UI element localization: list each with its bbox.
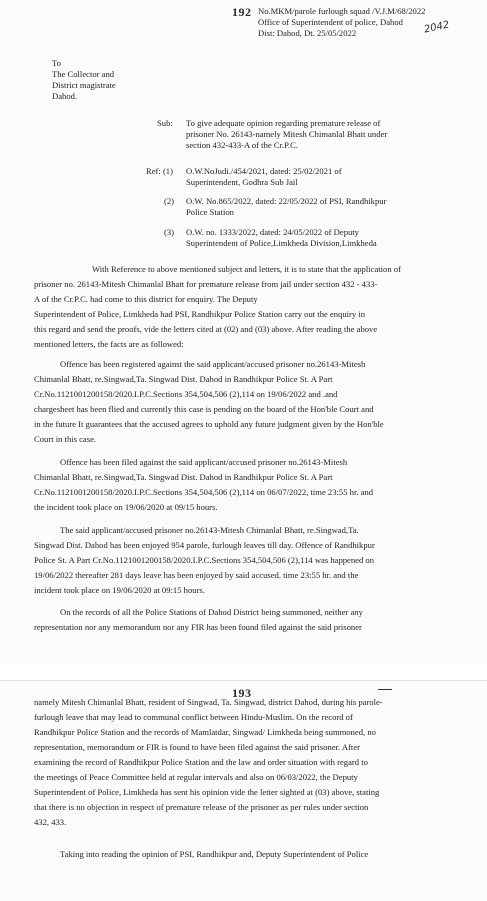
body-line: representation nor any memorandum nor any FIR has been found filed against the said prisoner [34,622,362,632]
body-line: chargesheet has been flied and currently this case is pending on the board of the Hon'ble Court and [34,404,374,414]
subject-line: section 432-433-A of the Cr.P.C. [186,140,298,150]
reference-line: Superintendent, Godhra Sub Jail [186,177,298,187]
body-line: Chimanlal Bhatt, re.Singwad,Ta. Singwad Dist. Dahod in Randhikpur Police St. A Part [34,374,333,384]
body-line: Offence has been registered against the said applicant/accused prisoner no.26143-Mitesh [60,359,366,369]
body-line: in the future It guarantees that the accused agrees to uphold any future judgment given by the Hon'ble [34,419,384,429]
addressee-line: To [52,58,61,68]
reference-label: (3) [164,227,175,237]
body-line: Police St. A Part Cr.No.1121001200158/2020.I.P.C.Sections 354,504,506 (2),114 was happened on [34,555,374,565]
body-line: furlough leave that may lead to communal conflict between Hindu-Muslim. On the record of [34,712,353,722]
body-line: On the records of all the Police Stations of Dahod District being summoned, neither any [60,607,363,617]
strikethrough-mark [378,689,392,690]
body-line: 19/06/2022 thereafter 281 days leave has been enjoyed by said accused. time 23:55 hr. and the [34,570,359,580]
body-line: that there is no objection in respect of premature release of the prisoner as per rules under section [34,802,369,812]
body-line: the incident took place on 19/06/2020 at 09/15 hours. [34,502,218,512]
body-line: this regard and send the proofs, vide the letters cited at (02) and (03) above. After reading the above [34,324,378,334]
page-number: 193 [232,686,252,700]
reference-label: (2) [164,196,175,206]
handwritten-mark: 2042 [423,19,451,36]
reference-line: O.W.NoJudi./454/2021, dated: 25/02/2021 of [186,166,342,176]
reference-line: O.W. No.865/2022, dated: 22/05/2022 of PSI, Randhikpur [186,196,387,206]
body-line: the meetings of Peace Committee held at regular intervals and also on 06/03/2022, the Deputy [34,772,358,782]
subject-label: Sub: [157,118,173,128]
letter-date: Dist: Dahod, Dt. 25/05/2022 [258,28,357,38]
page-number: 192 [232,5,252,19]
subject-line: To give adequate opinion regarding premature release of [186,118,381,128]
body-line: 432, 433. [34,817,67,827]
body-line: representation, memorandum or FIR is found to have been filed against the said prisoner. After [34,742,360,752]
reference-line: O.W. no. 1333/2022, dated: 24/05/2022 of Deputy [186,227,359,237]
body-line: mentioned letters, the facts are as followed: [34,339,184,349]
body-line: Randhikpur Police Station and the records of Mamlatdar, Singwad/ Limkheda being summoned, no [34,727,376,737]
office-name: Office of Superintendent of police, Dahod [258,17,403,27]
body-line: Superintendent of Police, Limkheda had PSI, Randhikpur Police Station carry out the enquiry in [34,309,366,319]
reference-line: Superintendent of Police,Limkheda Division,Limkheda [186,238,377,248]
body-line: A of the Cr.P.C. had come to this district for enquiry. The Deputy [34,294,258,304]
subject-line: prisoner No. 26143-namely Mitesh Chimanlal Bhatt under [186,129,388,139]
addressee-line: District magistrate [52,80,116,90]
letter-page-2 [0,680,487,901]
body-line: Singwad Dist. Dahod has been enjoyed 954 parole, furlough leaves till day. Offence of Randhikpur [34,540,375,550]
body-line: Superintendent of Police, Limkheda has sent his opinion vide the letter sighted at (03) above, stating [34,787,380,797]
body-line: examining the record of Randhikpur Police Station and the law and order situation with regard to [34,757,368,767]
body-line: Cr.No.1121001200158/2020.I.P.C.Sections 354,504,506 (2),114 on 06/07/2022, time 23:55 hr. and [34,487,374,497]
reference-number: No.MKM/parole furlough squad /V.J.M/68/2022 [258,6,426,16]
reference-line: Police Station [186,207,234,217]
body-line: Court in this case. [34,434,97,444]
page-gap [0,664,487,680]
body-line: namely Mitesh Chimanlal Bhatt, resident of Singwad, Ta. Singwad, district Dahod, during his parole- [34,697,383,707]
body-line: With Reference to above mentioned subject and letters, it is to state that the application of [92,264,401,274]
addressee-line: The Collector and [52,69,115,79]
reference-label: Ref: (1) [146,166,173,176]
body-line: Chimanlal Bhatt, re.Singwad,Ta. Singwad Dist. Dahod in Randhikpur Police St. A Part [34,472,333,482]
body-line: prisoner no. 26143-Mitesh Chimanlal Bhatt for premature release from jail under section 432 - 433- [34,279,378,289]
body-line: The said applicant/accused prisoner no.26143-Mitesh Chimanlal Bhatt, re.Singwad,Ta. [60,525,359,535]
addressee-line: Dahod. [52,91,78,101]
body-line: incident took place on 19/06/2020 at 09:15 hours. [34,585,205,595]
body-line: Cr.No.1121001200158/2020.I.P.C.Sections 354,504,506 (2),114 on 19/06/2022 and .and [34,389,338,399]
body-line: Offence has been filed against the said applicant/accused prisoner no.26143-Mitesh [60,457,348,467]
body-line: Taking into reading the opinion of PSI, Randhikpur and, Deputy Superintendent of Police [60,849,369,859]
